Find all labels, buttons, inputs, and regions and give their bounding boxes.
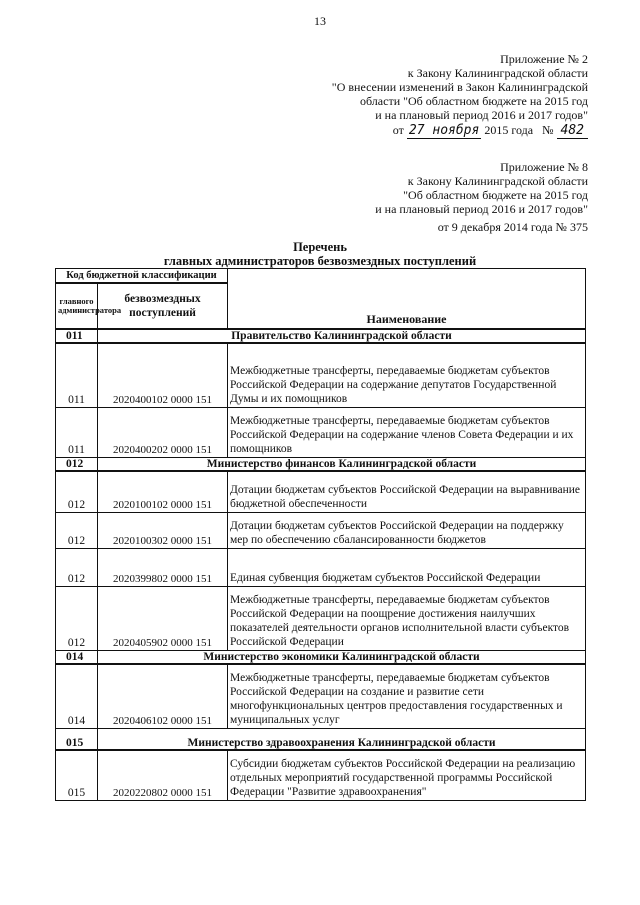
- budget-code: 2020220802 0000 151: [98, 750, 228, 800]
- row-name: Межбюджетные трансферты, передаваемые бюджетам субъектов Российской Федерации на содержание членов Совета Федерации и их помощников: [228, 407, 586, 457]
- ministry-name: Министерство экономики Калининградской области: [98, 651, 586, 665]
- appendix-8-header: [375, 160, 588, 234]
- ministry-code: 012: [56, 457, 98, 471]
- ministry-code: 011: [56, 329, 98, 343]
- budget-code: 2020399802 0000 151: [98, 549, 228, 587]
- row-name: Единая субвенция бюджетам субъектов Российской Федерации: [228, 549, 586, 587]
- ministry-row: [56, 728, 586, 750]
- admin-code: 015: [56, 750, 98, 800]
- ministry-name: Правительство Калининградской области: [98, 329, 586, 343]
- appendix-2-line: и на плановый период 2016 и 2017 годов": [375, 108, 588, 122]
- row-name: Межбюджетные трансферты, передаваемые бюджетам субъектов Российской Федерации на содержание депутатов Государственной Думы и их помощников: [228, 343, 586, 407]
- appendix-8-line: к Закону Калининградской области: [407, 174, 588, 188]
- appendix-8-line: Приложение № 8: [500, 160, 588, 174]
- appendix-8-line: и на плановый период 2016 и 2017 годов": [375, 202, 588, 216]
- admin-code: 012: [56, 513, 98, 549]
- table-header-row: [56, 269, 586, 284]
- header-free-receipts: безвозмездных поступлений: [98, 283, 228, 329]
- appendix-2-line: к Закону Калининградской области: [407, 66, 588, 80]
- table-row: [56, 587, 586, 651]
- law-date-handwritten: 27 ноября: [408, 123, 480, 138]
- table-row: [56, 664, 586, 728]
- row-name: Межбюджетные трансферты, передаваемые бюджетам субъектов Российской Федерации на создание и развитие сети многофункциональных центров предоставления государственных и муниципальных услуг: [228, 664, 586, 728]
- law-number-handwritten: 482: [557, 123, 588, 139]
- row-name: Дотации бюджетам субъектов Российской Федерации на выравнивание бюджетной обеспеченности: [228, 471, 586, 513]
- table-row: [56, 407, 586, 457]
- ministry-name: Министерство финансов Калининградской области: [98, 457, 586, 471]
- appendix-2-line: Приложение № 2: [500, 52, 588, 66]
- law-date-line: [332, 123, 588, 138]
- header-name: Наименование: [228, 269, 586, 330]
- budget-code: 2020406102 0000 151: [98, 664, 228, 728]
- appendix-2-line: "О внесении изменений в Закон Калининградской: [331, 80, 588, 94]
- document-subtitle: главных администраторов безвозмездных поступлений: [163, 254, 477, 268]
- ministry-name: Министерство здравоохранения Калининградской области: [98, 728, 586, 750]
- ministry-row: [56, 329, 586, 343]
- budget-code: 2020400102 0000 151: [98, 343, 228, 407]
- law-year: 2015 года: [484, 123, 534, 137]
- ministry-row: [56, 457, 586, 471]
- appendix-2-header: [332, 52, 588, 138]
- admin-code: 011: [56, 343, 98, 407]
- ministry-row: [56, 651, 586, 665]
- page-number: 13: [314, 14, 326, 28]
- appendix-8-line: "Об областном бюджете на 2015 год: [403, 188, 588, 202]
- table-row: [56, 549, 586, 587]
- table-row: [56, 750, 586, 800]
- law-number-sign: №: [542, 123, 554, 137]
- row-name: Субсидии бюджетам субъектов Российской Федерации на реализацию отдельных мероприятий государственной программы Российской Федерации "Развитие здравоохранения": [228, 750, 586, 800]
- admin-code: 014: [56, 664, 98, 728]
- document-title: Перечень: [293, 240, 347, 254]
- table-row: [56, 513, 586, 549]
- header-main-administrator: главного администратора: [56, 283, 98, 329]
- admin-code: 011: [56, 407, 98, 457]
- administrators-table: [55, 268, 586, 801]
- budget-code: 2020405902 0000 151: [98, 587, 228, 651]
- row-name: Дотации бюджетам субъектов Российской Федерации на поддержку мер по обеспечению сбалансированности бюджетов: [228, 513, 586, 549]
- table-row: [56, 471, 586, 513]
- header-budget-code: Код бюджетной классификации: [56, 269, 228, 284]
- row-name: Межбюджетные трансферты, передаваемые бюджетам субъектов Российской Федерации на поощрение достижения наилучших показателей деятельности органов исполнительной власти субъектов Российской Федерации: [228, 587, 586, 651]
- budget-code: 2020100102 0000 151: [98, 471, 228, 513]
- ministry-code: 015: [56, 728, 98, 750]
- admin-code: 012: [56, 549, 98, 587]
- table-row: [56, 343, 586, 407]
- appendix-2-line: области "Об областном бюджете на 2015 год: [360, 94, 588, 108]
- law-from-label: от: [392, 123, 404, 137]
- ministry-code: 014: [56, 651, 98, 665]
- budget-code: 2020100302 0000 151: [98, 513, 228, 549]
- appendix-8-line: от 9 декабря 2014 года № 375: [437, 220, 588, 234]
- admin-code: 012: [56, 471, 98, 513]
- admin-code: 012: [56, 587, 98, 651]
- budget-code: 2020400202 0000 151: [98, 407, 228, 457]
